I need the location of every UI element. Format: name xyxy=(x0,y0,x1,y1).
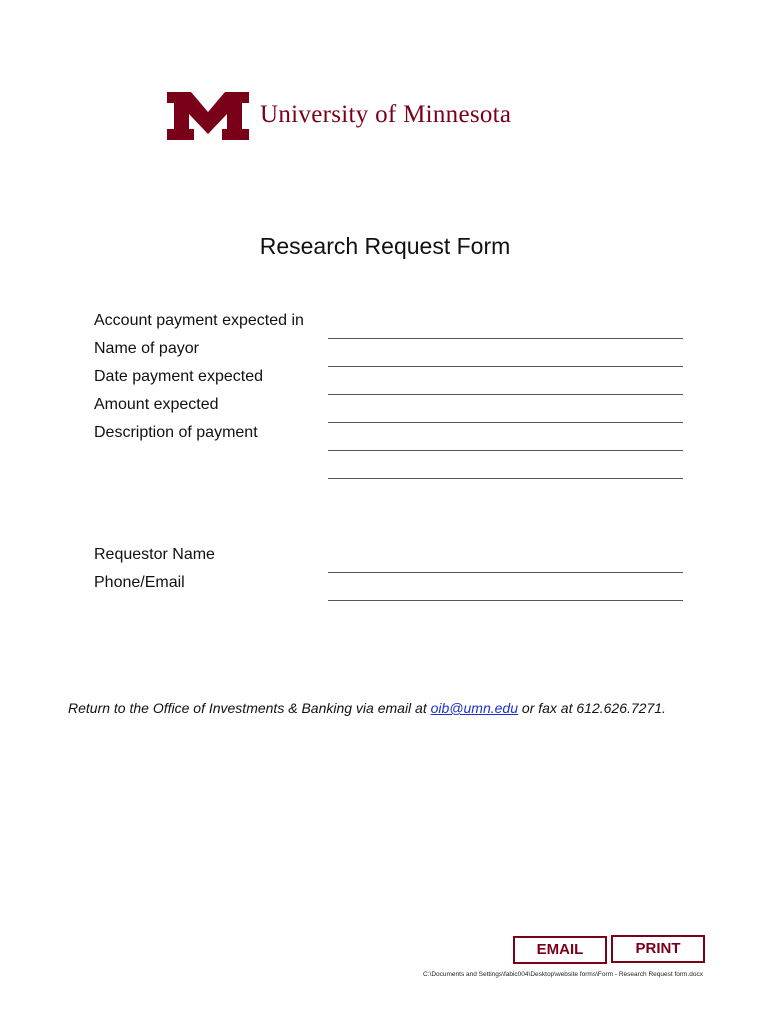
email-link[interactable]: oib@umn.edu xyxy=(430,700,519,716)
university-wordmark: University of Minnesota xyxy=(260,101,512,128)
payor-input-line[interactable] xyxy=(328,366,683,367)
field-label-phone-email: Phone/Email xyxy=(94,574,185,591)
file-path: C:\Documents and Settings\fabic004\Desktop\website forms\Form - Research Request form.docx xyxy=(423,971,703,978)
date-input-line[interactable] xyxy=(328,394,683,395)
return-instructions xyxy=(68,700,666,716)
phone-email-input-line[interactable] xyxy=(328,600,683,601)
field-label-account: Account payment expected in xyxy=(94,312,304,329)
field-label-date: Date payment expected xyxy=(94,368,263,385)
form-title: Research Request Form xyxy=(259,233,511,259)
field-label-amount: Amount expected xyxy=(94,396,219,413)
field-label-payor: Name of payor xyxy=(94,340,199,357)
field-label-requestor: Requestor Name xyxy=(94,546,215,563)
return-prefix: Return to the Office of Investments & Banking via email at xyxy=(68,700,431,716)
email-button[interactable]: EMAIL xyxy=(513,936,607,964)
amount-input-line[interactable] xyxy=(328,422,683,423)
account-input-line[interactable] xyxy=(328,338,683,339)
print-button[interactable]: PRINT xyxy=(611,935,705,963)
return-suffix: or fax at 612.626.7271. xyxy=(518,700,666,716)
svg-text:®: ® xyxy=(245,135,249,140)
description-input-line-2[interactable] xyxy=(328,478,683,479)
description-input-line[interactable] xyxy=(328,450,683,451)
requestor-input-line[interactable] xyxy=(328,572,683,573)
block-m-logo-icon xyxy=(167,92,249,140)
field-label-description: Description of payment xyxy=(94,424,258,441)
